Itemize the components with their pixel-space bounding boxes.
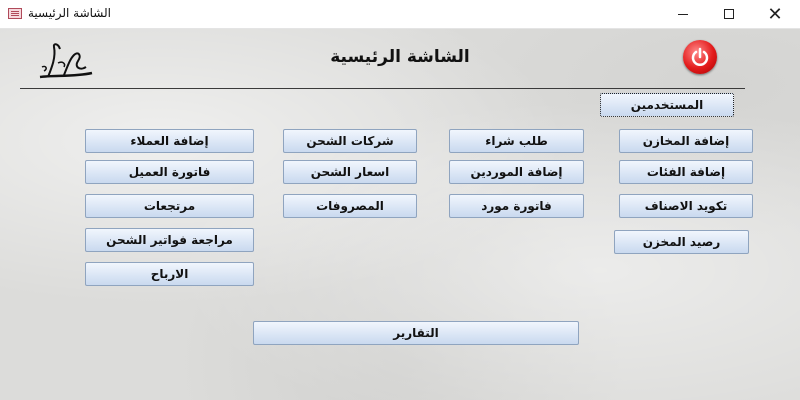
returns-button[interactable]: مرتجعات [85, 194, 254, 218]
close-button[interactable] [752, 0, 798, 28]
store-balance-button[interactable]: رصيد المخزن [614, 230, 749, 254]
add-customers-button[interactable]: إضافة العملاء [85, 129, 254, 153]
add-categories-button[interactable]: إضافة الفئات [619, 160, 753, 184]
shipping-prices-button[interactable]: اسعار الشحن [283, 160, 417, 184]
form-icon [8, 8, 22, 19]
minimize-icon [678, 14, 688, 15]
minimize-button[interactable] [660, 0, 706, 28]
maximize-button[interactable] [706, 0, 752, 28]
maximize-icon [724, 9, 734, 19]
power-button[interactable] [683, 40, 717, 74]
header-divider [20, 88, 745, 89]
window-title: الشاشة الرئيسية [28, 6, 111, 20]
power-icon [690, 47, 710, 67]
add-stores-button[interactable]: إضافة المخازن [619, 129, 753, 153]
item-coding-button[interactable]: تكويد الاصناف [619, 194, 753, 218]
form-canvas [0, 29, 800, 400]
supplier-invoice-button[interactable]: فاتورة مورد [449, 194, 584, 218]
expenses-button[interactable]: المصروفات [283, 194, 417, 218]
users-button[interactable]: المستخدمين [600, 93, 734, 117]
shipping-companies-button[interactable]: شركات الشحن [283, 129, 417, 153]
customer-invoice-button[interactable]: فاتورة العميل [85, 160, 254, 184]
close-icon: ✕ [767, 3, 783, 25]
add-suppliers-button[interactable]: إضافة الموردين [449, 160, 584, 184]
reports-button[interactable]: التقارير [253, 321, 579, 345]
review-shipping-invoices-button[interactable]: مراجعة فواتير الشحن [85, 228, 254, 252]
title-bar [0, 0, 800, 29]
profits-button[interactable]: الارباح [85, 262, 254, 286]
purchase-order-button[interactable]: طلب شراء [449, 129, 584, 153]
page-title: الشاشة الرئيسية [330, 47, 470, 67]
